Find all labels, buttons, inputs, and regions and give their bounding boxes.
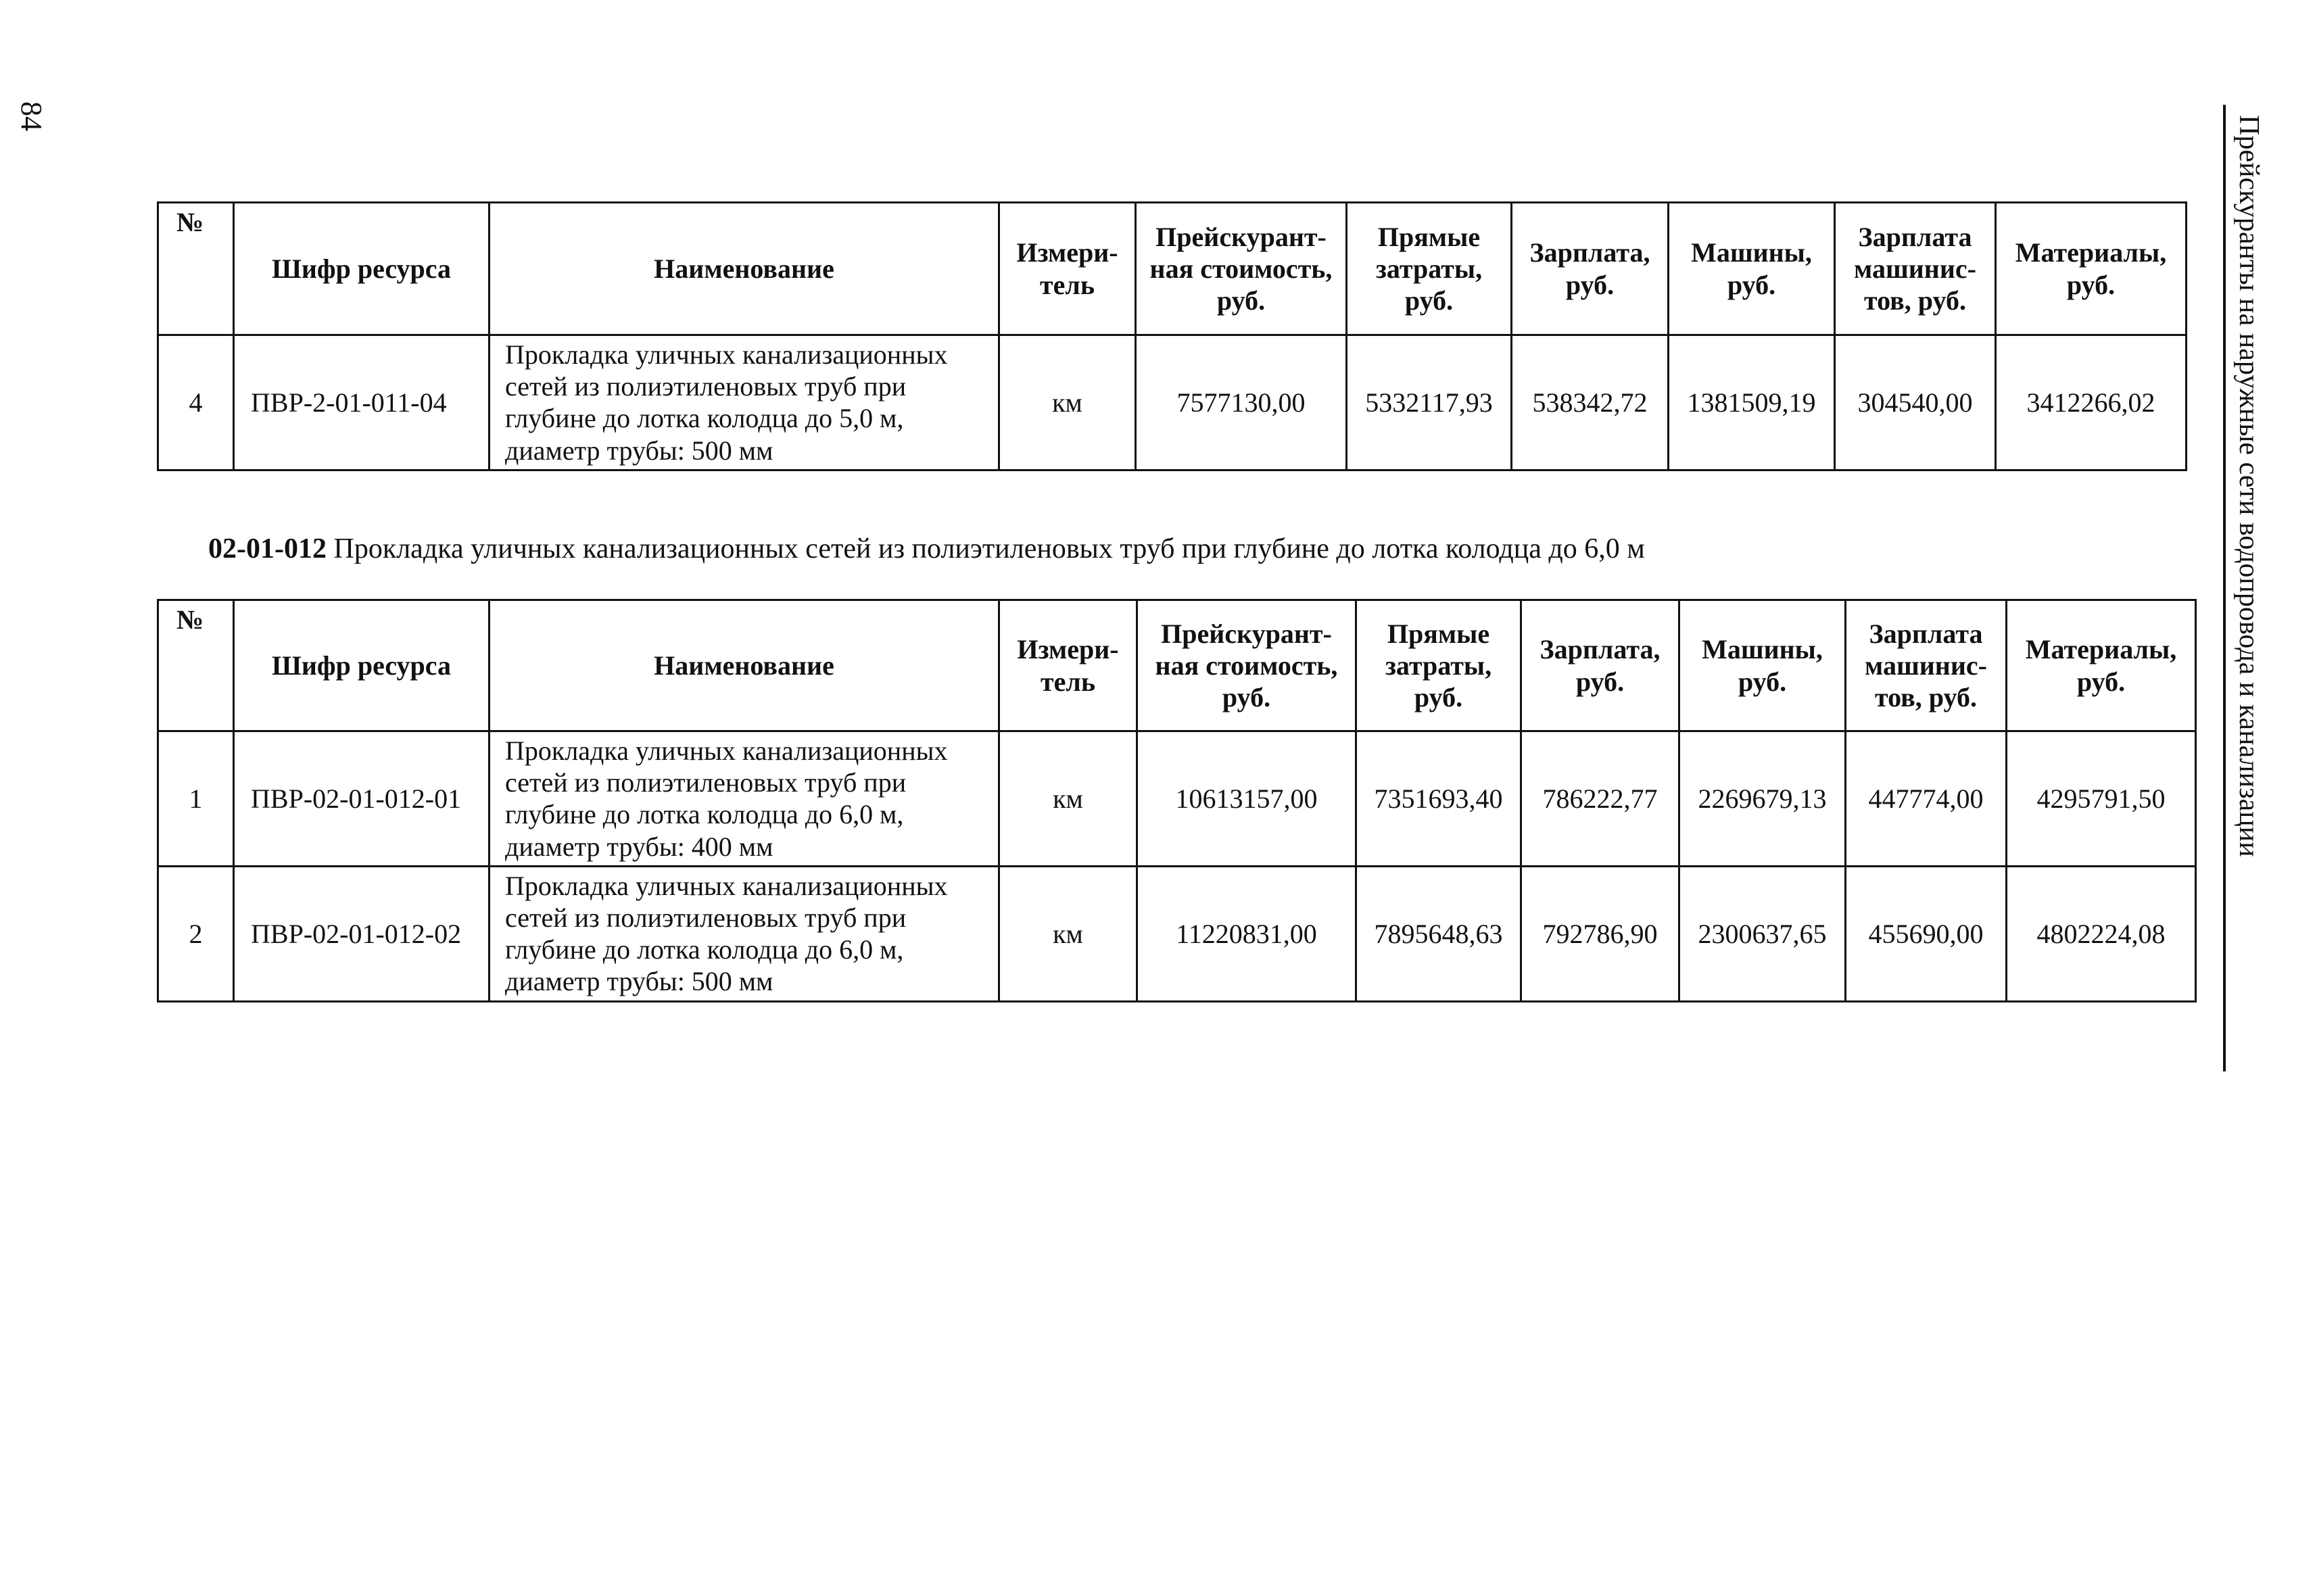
header-price: Прейскурант-ная стоимость, руб. (1136, 203, 1347, 335)
header-unit: Измери-тель (999, 203, 1136, 335)
table-row (158, 866, 2196, 1001)
section-heading (208, 533, 1645, 565)
header-operator-salary: Зарплата машинис-тов, руб. (1835, 203, 1996, 335)
cell-name: Прокладка уличных канализационных сетей из полиэтиленовых труб при глубине до лотка колодца до 5,0 м, диаметр трубы: 500 мм (490, 335, 999, 470)
header-direct: Прямые затраты, руб. (1347, 203, 1512, 335)
cell-operator-salary: 447774,00 (1846, 731, 2007, 867)
side-rule (2223, 105, 2226, 1071)
cell-materials: 4802224,08 (2007, 866, 2196, 1001)
cell-num: 1 (158, 731, 234, 867)
section-title: Прокладка уличных канализационных сетей из полиэтиленовых труб при глубине до лотка колодца до 6,0 м (333, 533, 1645, 564)
header-price: Прейскурант-ная стоимость, руб. (1137, 600, 1356, 731)
price-table-011 (157, 201, 2187, 471)
header-unit: Измери-тель (999, 600, 1137, 731)
header-machines: Машины, руб. (1669, 203, 1835, 335)
cell-salary: 538342,72 (1512, 335, 1669, 470)
cell-materials: 3412266,02 (1996, 335, 2187, 470)
table-row (158, 335, 2187, 470)
cell-unit: км (999, 866, 1137, 1001)
header-operator-salary: Зарплата машинис-тов, руб. (1846, 600, 2007, 731)
cell-name: Прокладка уличных канализационных сетей из полиэтиленовых труб при глубине до лотка колодца до 6,0 м, диаметр трубы: 400 мм (490, 731, 999, 867)
table-row (158, 731, 2196, 867)
cell-operator-salary: 455690,00 (1846, 866, 2007, 1001)
cell-price: 7577130,00 (1136, 335, 1347, 470)
header-num: № (158, 600, 234, 731)
header-direct: Прямые затраты, руб. (1356, 600, 1521, 731)
cell-salary: 792786,90 (1521, 866, 1679, 1001)
header-code: Шифр ресурса (234, 600, 490, 731)
cell-price: 10613157,00 (1137, 731, 1356, 867)
header-machines: Машины, руб. (1679, 600, 1846, 731)
cell-name: Прокладка уличных канализационных сетей из полиэтиленовых труб при глубине до лотка колодца до 6,0 м, диаметр трубы: 500 мм (490, 866, 999, 1001)
table-header-row (158, 203, 2187, 335)
cell-materials: 4295791,50 (2007, 731, 2196, 867)
cell-code: ПВР-2-01-011-04 (234, 335, 490, 470)
cell-machines: 2300637,65 (1679, 866, 1846, 1001)
running-title: Прейскуранты на наружные сети водопровода и канализации (2233, 115, 2264, 857)
cell-code: ПВР-02-01-012-02 (234, 866, 490, 1001)
cell-unit: км (999, 335, 1136, 470)
cell-num: 2 (158, 866, 234, 1001)
header-salary: Зарплата, руб. (1521, 600, 1679, 731)
header-materials: Материалы, руб. (2007, 600, 2196, 731)
table-header-row (158, 600, 2196, 731)
cell-direct: 7351693,40 (1356, 731, 1521, 867)
cell-operator-salary: 304540,00 (1835, 335, 1996, 470)
page-number: 84 (15, 101, 48, 131)
cell-price: 11220831,00 (1137, 866, 1356, 1001)
header-name: Наименование (490, 600, 999, 731)
cell-num: 4 (158, 335, 234, 470)
header-name: Наименование (490, 203, 999, 335)
price-table-012 (157, 599, 2197, 1002)
header-materials: Материалы, руб. (1996, 203, 2187, 335)
cell-unit: км (999, 731, 1137, 867)
section-code: 02-01-012 (208, 533, 327, 564)
cell-code: ПВР-02-01-012-01 (234, 731, 490, 867)
header-num: № (158, 203, 234, 335)
cell-direct: 5332117,93 (1347, 335, 1512, 470)
header-code: Шифр ресурса (234, 203, 490, 335)
header-salary: Зарплата, руб. (1512, 203, 1669, 335)
cell-direct: 7895648,63 (1356, 866, 1521, 1001)
cell-salary: 786222,77 (1521, 731, 1679, 867)
cell-machines: 2269679,13 (1679, 731, 1846, 867)
cell-machines: 1381509,19 (1669, 335, 1835, 470)
